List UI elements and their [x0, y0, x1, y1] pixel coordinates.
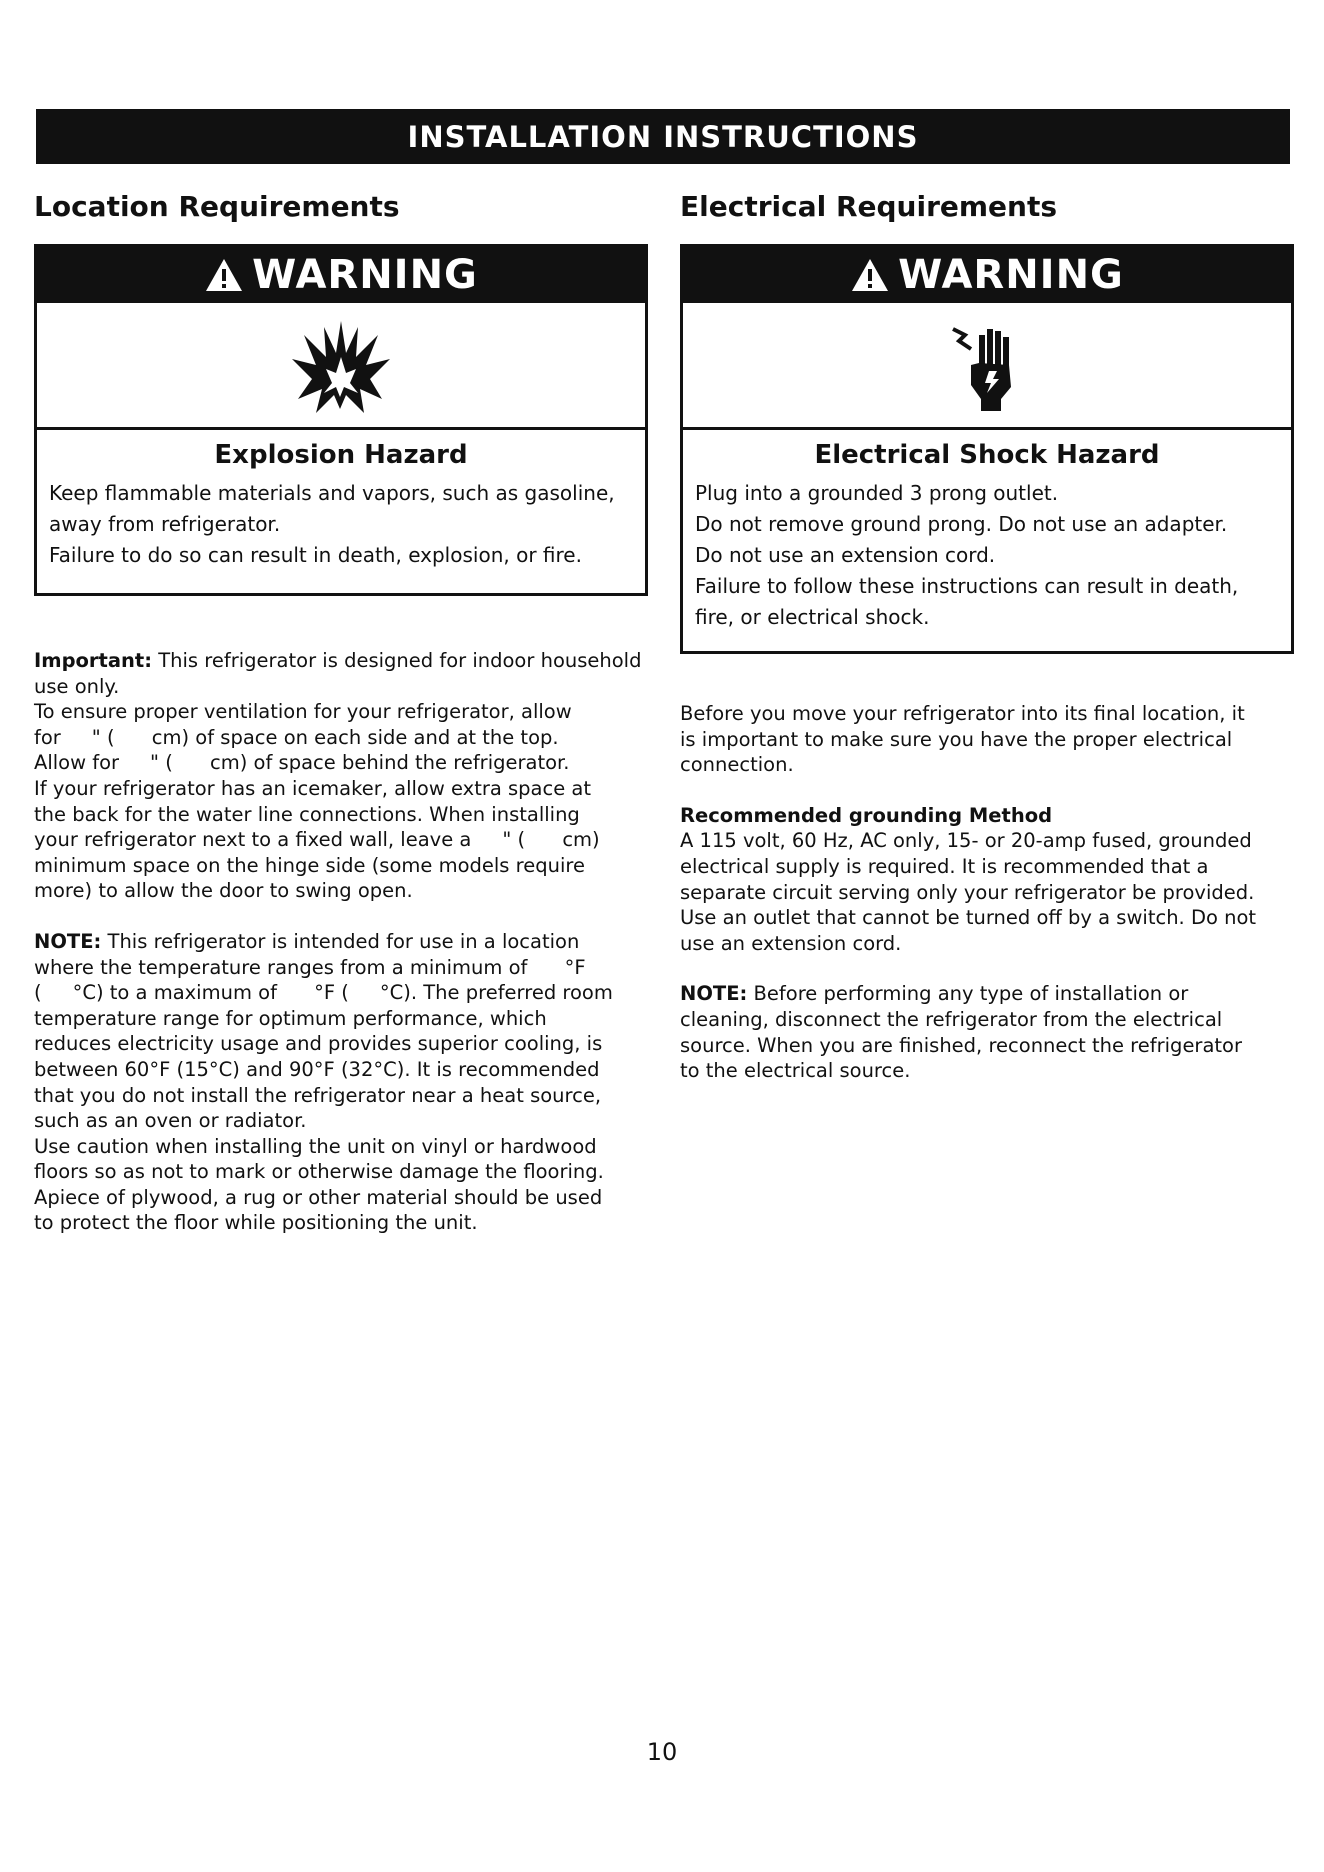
hazard-title: Electrical Shock Hazard: [814, 440, 1160, 470]
hazard-line: Plug into a grounded 3 prong outlet.: [695, 481, 1059, 505]
explosion-symbol-area: [37, 303, 645, 430]
text-line: To ensure proper ventilation for your refrigerator, allow: [34, 700, 572, 724]
text-line: Allow for " ( cm) of space behind the refrigerator.: [34, 751, 570, 775]
note-first-line: [34, 929, 648, 955]
hazard-text: [37, 478, 645, 581]
text-line: source. When you are finished, reconnect the refrigerator: [680, 1033, 1242, 1057]
text-line: to protect the floor while positioning the unit.: [34, 1211, 478, 1235]
text-line: between 60°F (15°C) and 90°F (32°C). It is recommended: [34, 1057, 600, 1081]
text-line: Apiece of plywood, a rug or other material should be used: [34, 1185, 603, 1209]
text-line: reduces electricity usage and provides superior cooling, is: [34, 1032, 603, 1056]
text-line: temperature range for optimum performance, which: [34, 1006, 547, 1030]
warning-triangle-icon: [204, 257, 244, 293]
hazard-title: Explosion Hazard: [214, 440, 468, 470]
text-line: your refrigerator next to a fixed wall, leave a " ( cm): [34, 828, 600, 852]
explosion-warning-box: [34, 244, 648, 596]
hazard-line: Keep flammable materials and vapors, such as gasoline,: [49, 481, 615, 505]
text-line: Before you move your refrigerator into its final location, it: [680, 702, 1245, 725]
shock-symbol-area: [683, 303, 1291, 430]
text-line: Use an outlet that cannot be turned off by a switch. Do not: [680, 906, 1257, 930]
hazard-line: Failure to do so can result in death, explosion, or fire.: [49, 543, 582, 567]
text-line: such as an oven or radiator.: [34, 1109, 307, 1133]
page-number: 10: [646, 1738, 678, 1766]
electrical-column: [680, 190, 1294, 1084]
electric-shock-hand-icon: [939, 315, 1035, 415]
text-line: to the electrical source.: [680, 1059, 911, 1083]
hazard-line: Do not remove ground prong. Do not use an adapter.: [695, 512, 1228, 536]
section-banner: INSTALLATION INSTRUCTIONS: [36, 109, 1290, 164]
paragraph-gap: [680, 956, 1294, 981]
warning-label: WARNING: [252, 252, 478, 298]
text-line: Use caution when installing the unit on vinyl or hardwood: [34, 1134, 597, 1158]
location-body: [34, 648, 648, 1236]
electrical-heading: Electrical Requirements: [680, 190, 1058, 223]
text-line: A 115 volt, 60 Hz, AC only, 15- or 20-amp fused, grounded: [680, 829, 1252, 853]
important-label: Important:: [34, 649, 153, 672]
note-label: NOTE:: [34, 929, 102, 953]
text-line: for " ( cm) of space on each side and at the top.: [34, 725, 559, 749]
hazard-text: [683, 478, 1291, 643]
hazard-line: Failure to follow these instructions can result in death,: [695, 574, 1239, 598]
note-label: NOTE:: [680, 982, 748, 1006]
warning-triangle-icon: [850, 257, 890, 293]
text-line: cleaning, disconnect the refrigerator from the electrical: [680, 1007, 1223, 1031]
text-line: electrical supply is required. It is recommended that a: [680, 854, 1209, 878]
hazard-line: Do not use an extension cord.: [695, 543, 996, 567]
text-line: more) to allow the door to swing open.: [34, 879, 413, 903]
text-line: use an extension cord.: [680, 931, 902, 955]
electrical-body: [680, 701, 1294, 1084]
text-line: connection.: [680, 753, 794, 777]
paragraph-gap: [680, 778, 1294, 803]
text-line: If your refrigerator has an icemaker, allow extra space at: [34, 776, 592, 800]
location-heading: Location Requirements: [34, 190, 400, 223]
text-line: floors so as not to mark or otherwise damage the flooring.: [34, 1160, 604, 1184]
warning-label: WARNING: [898, 252, 1124, 298]
grounding-heading: Recommended grounding Method: [680, 803, 1053, 827]
text-line: minimum space on the hinge side (some models require: [34, 853, 585, 877]
hazard-line: away from refrigerator.: [49, 512, 281, 536]
note-text: This refrigerator is intended for use in a location: [107, 929, 580, 953]
note-text: Before performing any type of installation or: [753, 982, 1189, 1006]
text-line: separate circuit serving only your refrigerator be provided.: [680, 880, 1255, 904]
text-line: ( °C) to a maximum of °F ( °C). The preferred room: [34, 981, 613, 1005]
text-line: is important to make sure you have the proper electrical: [680, 727, 1233, 751]
explosion-icon: [286, 313, 396, 417]
text-line: the back for the water line connections. When installing: [34, 802, 580, 826]
text-line: where the temperature ranges from a minimum of °F: [34, 955, 586, 979]
important-paragraph: [34, 648, 648, 699]
warning-header: [37, 247, 645, 303]
paragraph-gap: [34, 904, 648, 929]
hazard-line: fire, or electrical shock.: [695, 605, 930, 629]
shock-warning-box: [680, 244, 1294, 654]
text-line: that you do not install the refrigerator near a heat source,: [34, 1083, 602, 1107]
warning-header: [683, 247, 1291, 303]
location-column: [34, 190, 648, 1236]
note-first-line: [680, 981, 1294, 1007]
important-text: This refrigerator is designed for indoor household use only.: [34, 649, 642, 698]
